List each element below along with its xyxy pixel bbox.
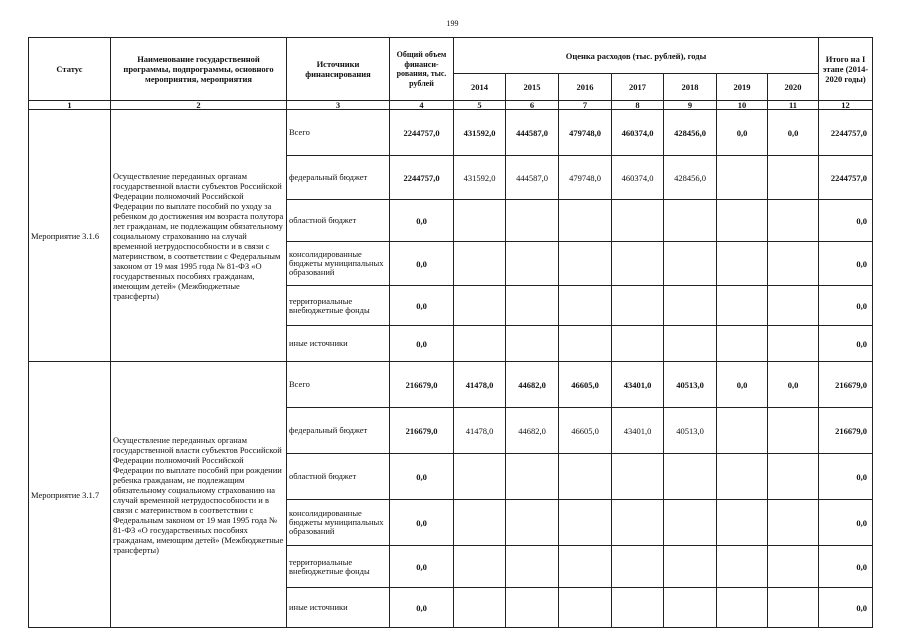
year-value-cell xyxy=(559,588,612,628)
year-value-cell xyxy=(664,588,717,628)
year-value-cell: 44682,0 xyxy=(506,362,559,408)
header-year: 2019 xyxy=(717,74,768,101)
funding-source: Всего xyxy=(287,110,390,156)
year-value-cell xyxy=(768,200,819,242)
funding-source: территориальные внебюджетные фонды xyxy=(287,546,390,588)
stage-total-cell: 0,0 xyxy=(819,500,873,546)
year-value-cell xyxy=(664,200,717,242)
header-total-volume: Общий объем финанси-рования, тыс. рублей xyxy=(390,38,454,101)
total-volume-cell: 0,0 xyxy=(390,454,454,500)
budget-table xyxy=(28,37,873,628)
table-body xyxy=(29,110,873,628)
total-volume-cell: 0,0 xyxy=(390,200,454,242)
stage-total-cell: 216679,0 xyxy=(819,408,873,454)
year-value-cell xyxy=(612,326,664,362)
stage-total-cell: 216679,0 xyxy=(819,362,873,408)
year-value-cell: 41478,0 xyxy=(454,362,506,408)
year-value-cell xyxy=(454,500,506,546)
year-value-cell xyxy=(612,242,664,286)
measure-status: Мероприятие 3.1.7 xyxy=(29,362,111,628)
year-value-cell xyxy=(768,546,819,588)
year-value-cell xyxy=(612,546,664,588)
year-value-cell xyxy=(454,454,506,500)
funding-source: иные источники xyxy=(287,326,390,362)
year-value-cell: 43401,0 xyxy=(612,362,664,408)
stage-total-cell: 0,0 xyxy=(819,454,873,500)
header-status: Статус xyxy=(29,38,111,101)
header-year: 2016 xyxy=(559,74,612,101)
header-total-stage: Итого на I этапе (2014-2020 годы) xyxy=(819,38,873,101)
column-number: 3 xyxy=(287,101,390,110)
year-value-cell xyxy=(559,200,612,242)
header-year: 2014 xyxy=(454,74,506,101)
measure-description: Осуществление переданных органам государственной власти субъектов Российской Федерации полномочий Российской Федерации по выплате пособий по уходу за ребенком до достижения им возраста полутора лет гражданам, не подлежащим обязательному социальному страхованию на случай временной нетрудоспособности и в связи с материнством, в соответствии с Федеральным законом от 19 мая 1995 года № 81-ФЗ «О государственных пособиях гражданам, имеющим детей» (Межбюджетные трансферты) xyxy=(111,110,287,362)
year-value-cell xyxy=(717,156,768,200)
year-value-cell xyxy=(664,500,717,546)
year-value-cell xyxy=(559,546,612,588)
total-volume-cell: 2244757,0 xyxy=(390,156,454,200)
year-value-cell: 41478,0 xyxy=(454,408,506,454)
year-value-cell: 428456,0 xyxy=(664,110,717,156)
column-number: 11 xyxy=(768,101,819,110)
year-value-cell xyxy=(506,242,559,286)
year-value-cell xyxy=(664,454,717,500)
total-volume-cell: 0,0 xyxy=(390,546,454,588)
funding-source: федеральный бюджет xyxy=(287,408,390,454)
year-value-cell xyxy=(768,408,819,454)
year-value-cell xyxy=(559,500,612,546)
year-value-cell xyxy=(768,454,819,500)
year-value-cell: 46605,0 xyxy=(559,408,612,454)
year-value-cell xyxy=(717,454,768,500)
year-value-cell xyxy=(717,546,768,588)
funding-source: областной бюджет xyxy=(287,454,390,500)
year-value-cell: 43401,0 xyxy=(612,408,664,454)
year-value-cell xyxy=(506,200,559,242)
year-value-cell xyxy=(664,286,717,326)
year-value-cell xyxy=(454,286,506,326)
year-value-cell xyxy=(612,500,664,546)
year-value-cell: 479748,0 xyxy=(559,156,612,200)
funding-source: консолидированные бюджеты муниципальных образований xyxy=(287,242,390,286)
measure-status: Мероприятие 3.1.6 xyxy=(29,110,111,362)
year-value-cell xyxy=(717,500,768,546)
column-number: 10 xyxy=(717,101,768,110)
year-value-cell xyxy=(717,326,768,362)
year-value-cell: 444587,0 xyxy=(506,156,559,200)
year-value-cell xyxy=(612,588,664,628)
stage-total-cell: 2244757,0 xyxy=(819,110,873,156)
measure-description: Осуществление переданных органам государственной власти субъектов Российской Федерации полномочий Российской Федерации по выплате пособий при рождении ребенка гражданам, не подлежащим обязательному социальному страхованию на случай временной нетрудоспособности и в связи с материнством в соответствии с Федеральным законом от 19 мая 1995 года № 81-ФЗ «О государственных пособиях гражданам, имеющим детей» (Межбюджетные трансферты) xyxy=(111,362,287,628)
column-number: 4 xyxy=(390,101,454,110)
year-value-cell: 431592,0 xyxy=(454,110,506,156)
header-program: Наименование государственной программы, подпрограммы, основного мероприятия, мероприятия xyxy=(111,38,287,101)
funding-source: территориальные внебюджетные фонды xyxy=(287,286,390,326)
year-value-cell xyxy=(768,242,819,286)
year-value-cell: 46605,0 xyxy=(559,362,612,408)
year-value-cell xyxy=(506,326,559,362)
table-row xyxy=(29,110,873,156)
year-value-cell xyxy=(664,546,717,588)
stage-total-cell: 0,0 xyxy=(819,286,873,326)
year-value-cell xyxy=(768,286,819,326)
year-value-cell xyxy=(664,242,717,286)
page-number: 199 xyxy=(446,19,459,28)
stage-total-cell: 0,0 xyxy=(819,242,873,286)
funding-source: Всего xyxy=(287,362,390,408)
year-value-cell: 0,0 xyxy=(768,110,819,156)
year-value-cell: 0,0 xyxy=(717,362,768,408)
year-value-cell xyxy=(768,326,819,362)
year-value-cell xyxy=(506,546,559,588)
year-value-cell: 44682,0 xyxy=(506,408,559,454)
year-value-cell xyxy=(454,588,506,628)
year-value-cell xyxy=(612,286,664,326)
year-value-cell xyxy=(454,242,506,286)
year-value-cell: 40513,0 xyxy=(664,362,717,408)
stage-total-cell: 0,0 xyxy=(819,200,873,242)
table-row xyxy=(29,362,873,408)
total-volume-cell: 2244757,0 xyxy=(390,110,454,156)
column-number: 2 xyxy=(111,101,287,110)
year-value-cell xyxy=(506,286,559,326)
header-year: 2018 xyxy=(664,74,717,101)
year-value-cell: 460374,0 xyxy=(612,156,664,200)
year-value-cell xyxy=(717,200,768,242)
total-volume-cell: 0,0 xyxy=(390,326,454,362)
year-value-cell xyxy=(612,200,664,242)
year-value-cell xyxy=(454,326,506,362)
year-value-cell xyxy=(506,454,559,500)
stage-total-cell: 0,0 xyxy=(819,588,873,628)
year-value-cell: 428456,0 xyxy=(664,156,717,200)
year-value-cell xyxy=(717,408,768,454)
year-value-cell xyxy=(506,500,559,546)
column-number: 12 xyxy=(819,101,873,110)
column-number: 9 xyxy=(664,101,717,110)
year-value-cell: 431592,0 xyxy=(454,156,506,200)
header-estimate: Оценка расходов (тыс. рублей), годы xyxy=(454,38,819,74)
stage-total-cell: 0,0 xyxy=(819,326,873,362)
column-number: 1 xyxy=(29,101,111,110)
funding-source: федеральный бюджет xyxy=(287,156,390,200)
total-volume-cell: 0,0 xyxy=(390,286,454,326)
year-value-cell xyxy=(559,454,612,500)
column-number: 6 xyxy=(506,101,559,110)
header-sources: Источники финансирования xyxy=(287,38,390,101)
column-number: 5 xyxy=(454,101,506,110)
column-number: 8 xyxy=(612,101,664,110)
year-value-cell xyxy=(506,588,559,628)
total-volume-cell: 0,0 xyxy=(390,242,454,286)
header-year: 2015 xyxy=(506,74,559,101)
year-value-cell xyxy=(717,286,768,326)
year-value-cell xyxy=(768,588,819,628)
year-value-cell xyxy=(559,286,612,326)
year-value-cell xyxy=(559,326,612,362)
year-value-cell xyxy=(768,500,819,546)
funding-source: областной бюджет xyxy=(287,200,390,242)
year-value-cell: 40513,0 xyxy=(664,408,717,454)
stage-total-cell: 0,0 xyxy=(819,546,873,588)
header-year: 2017 xyxy=(612,74,664,101)
year-value-cell xyxy=(454,200,506,242)
year-value-cell: 460374,0 xyxy=(612,110,664,156)
year-value-cell xyxy=(454,546,506,588)
total-volume-cell: 216679,0 xyxy=(390,408,454,454)
column-number: 7 xyxy=(559,101,612,110)
year-value-cell xyxy=(768,156,819,200)
header-year: 2020 xyxy=(768,74,819,101)
funding-source: иные источники xyxy=(287,588,390,628)
stage-total-cell: 2244757,0 xyxy=(819,156,873,200)
year-value-cell: 444587,0 xyxy=(506,110,559,156)
year-value-cell: 0,0 xyxy=(717,110,768,156)
year-value-cell xyxy=(664,326,717,362)
year-value-cell: 479748,0 xyxy=(559,110,612,156)
year-value-cell xyxy=(612,454,664,500)
total-volume-cell: 0,0 xyxy=(390,500,454,546)
year-value-cell: 0,0 xyxy=(768,362,819,408)
total-volume-cell: 0,0 xyxy=(390,588,454,628)
year-value-cell xyxy=(559,242,612,286)
funding-source: консолидированные бюджеты муниципальных образований xyxy=(287,500,390,546)
total-volume-cell: 216679,0 xyxy=(390,362,454,408)
year-value-cell xyxy=(717,588,768,628)
year-value-cell xyxy=(717,242,768,286)
